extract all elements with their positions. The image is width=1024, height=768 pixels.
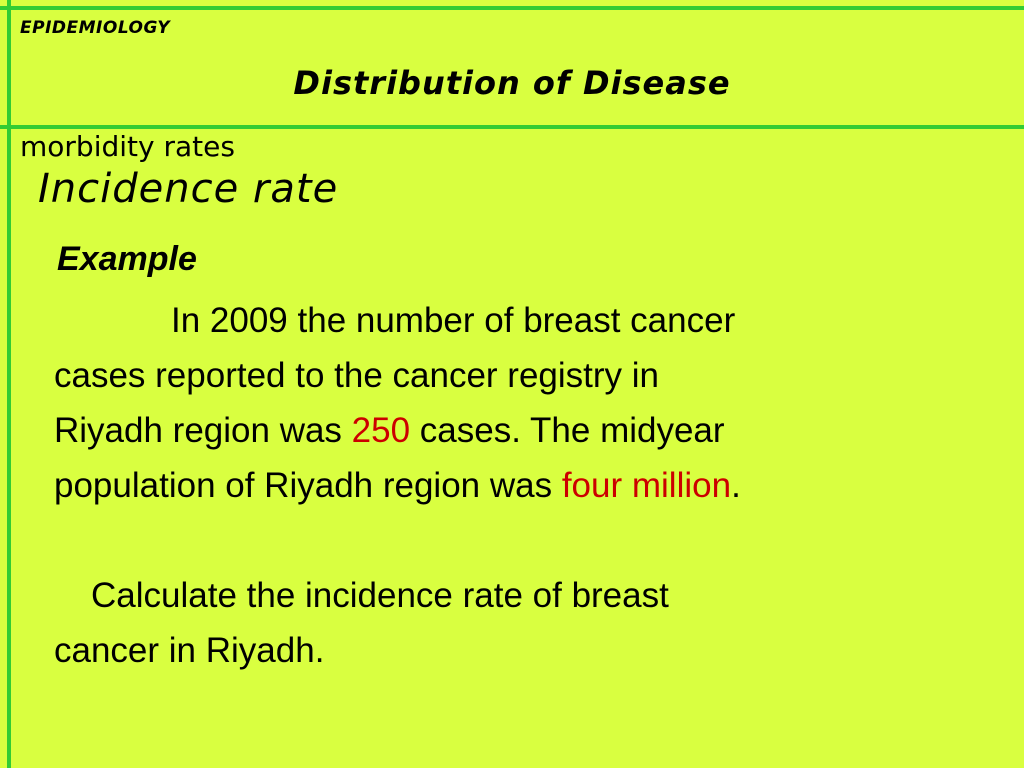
example-body	[54, 293, 974, 678]
example-line-3	[54, 403, 974, 458]
example-label: Example	[57, 240, 197, 278]
example-line-4	[54, 458, 974, 513]
section-heading: morbidity rates	[20, 130, 235, 163]
question-line-1: Calculate the incidence rate of breast	[91, 576, 669, 615]
subject-label: EPIDEMIOLOGY	[20, 18, 171, 38]
line4-prefix: population of Riyadh region was	[54, 466, 562, 505]
example-line-2: cases reported to the cancer registry in	[54, 356, 660, 395]
cases-value: 250	[351, 411, 411, 450]
population-value: four million	[561, 466, 732, 505]
example-line-1: In 2009 the number of breast cancer	[171, 301, 736, 340]
left-margin-line	[7, 0, 11, 768]
line3-prefix: Riyadh region was	[54, 411, 352, 450]
line4-suffix: .	[731, 466, 741, 505]
slide-title: Distribution of Disease	[293, 64, 731, 102]
header-divider-line	[0, 125, 1024, 129]
paragraph-gap	[54, 513, 974, 568]
question-line-2: cancer in Riyadh.	[54, 631, 325, 670]
top-border-line	[0, 6, 1024, 10]
subsection-heading: Incidence rate	[38, 166, 339, 212]
line3-suffix: cases. The midyear	[410, 411, 725, 450]
